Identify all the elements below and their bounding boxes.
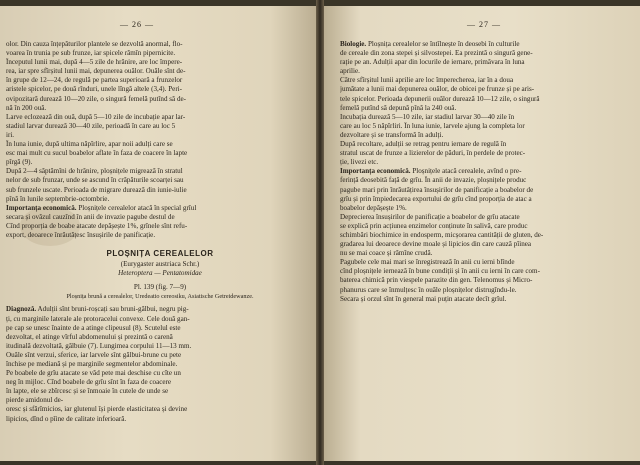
- text-line: Importanța economică. Ploșnițele cerealelor atacă în special grîul: [6, 203, 197, 212]
- text-line: Biologie. Ploșnița cerealelor se întîlnește în deosebi în culturile: [340, 40, 520, 48]
- text-line: în lapte, ele se zbîrcesc și se înmoaie în cutele de unde se: [6, 387, 169, 396]
- text-line: Incubația durează 5—10 zile, iar stadiul larvar 30—40 zile în: [340, 112, 515, 121]
- text-line: export, deoarece înrăutățesc însușirile de panificație.: [6, 230, 156, 239]
- page-number: — 27 —: [467, 20, 501, 29]
- text-line: boabelor depășește 1%.: [340, 203, 407, 212]
- text-line: stadiul larvar durează 30—40 zile, perioadă în care au loc 5: [6, 121, 176, 130]
- text-line: dezvoltare și se transformă în adulți.: [340, 130, 444, 139]
- text-line: se explică prin acțiunea enzimelor conținute în salivă, care produc: [340, 221, 528, 230]
- text-line: iri.: [6, 130, 15, 139]
- text-line: de cereale din zona stepei și silvostepei. Ea prezintă o singură gene-: [340, 49, 533, 58]
- text-line: După recoltare, adulții se retrag pentru iernare de regulă în: [340, 140, 507, 149]
- text-line: baterea chimică prin viespele parazite din gen. Telenomus și Micro-: [340, 276, 533, 285]
- left-paragraph-biology: [6, 40, 314, 204]
- text-line: pîrgă (9).: [6, 158, 33, 167]
- text-line: cînd ploșnițele iernează în bune condiții și în anii cu ierni în care com-: [340, 267, 540, 276]
- text-line: voarea în trunia pe sub frunze, iar spicele rămîn pipernicite.: [6, 49, 176, 58]
- text-line: aristele spicelor, pe două rînduri, unele lîngă altele (3,4). Peri-: [6, 85, 183, 94]
- book-gutter: [316, 0, 324, 465]
- text-line: rea, iar spre sfîrșitul lunii mai, depunerea ouălor. Ouăle sînt de-: [6, 67, 186, 76]
- text-line: Cînd proporția de boabe atacate depășește 1%, grînele sînt refu-: [6, 221, 188, 230]
- text-line: nu se mai coace și rămîne crudă.: [340, 249, 433, 258]
- text-line: dezvoltat, el atinge vîrful abdomenului și prezintă o carenă: [6, 332, 173, 341]
- text-line: tele spicelor. Perioada depunerii ouălor durează 10—12 zile, o singură: [340, 94, 540, 103]
- left-paragraph-diagnosis: [6, 305, 314, 423]
- section-title: PLOȘNIȚA CEREALELOR: [106, 249, 214, 259]
- text-line: rație pe an. Adulții apar din locurile de iernare, primăvara în luna: [340, 58, 525, 67]
- text-line: Secara și orzul sînt în general mai puțin atacate decît grîul.: [340, 294, 507, 303]
- text-line: Diagnoză. Adulții sînt bruni-roșcați sau bruni-gălbui, negru pig-: [6, 305, 189, 314]
- left-paragraph-importance: [6, 204, 314, 240]
- text-line: ți, cu marginile laterale ale protoracelui convexe. Cele două gan-: [6, 314, 190, 323]
- text-line: în grupe de 12—24, de regulă pe partea superioară a frunzelor: [6, 76, 183, 85]
- text-line: Pagubele cele mai mari se înregistrează în anii cu ierni blînde: [340, 258, 515, 267]
- text-line: În luna iunie, după ultima năpîrlire, apar noii adulți care se: [6, 140, 173, 149]
- right-page: [322, 6, 640, 461]
- text-line: olor. Din cauza înțepăturilor plantele se dezvoltă anormal, flo-: [6, 40, 183, 48]
- section-order: Heteroptera — Pentatomidae: [118, 269, 202, 278]
- plate-reference: Pl. 139 (fig. 7—9): [133, 283, 187, 292]
- text-line: pagube mari prin înrăutățirea însușirilor de panificație a boabelor de: [340, 185, 534, 194]
- text-line: itudinală dezvoltată, gălbuie (7). Lungimea corpului 11—13 mm.: [6, 341, 192, 350]
- common-names: Ploșnița brună a cerealelor, Uredeatio cereosiku, Asiatische Getreidewanze.: [66, 293, 254, 301]
- text-line: Începutul lunii mai, după 4—5 zile de hrănire, are loc împere-: [6, 58, 183, 67]
- text-line: ferință deosebită față de grîu. În anii de invazie, ploșnițele produc: [340, 176, 527, 185]
- right-paragraph-importance: [340, 167, 634, 303]
- text-line: lipicios, dînd o pîine de calitate inferioară.: [6, 414, 127, 423]
- right-page-body: [340, 40, 634, 304]
- text-line: Larve eclozează din ouă, după 5—10 zile de incubație apar lar-: [6, 112, 186, 121]
- left-page-body: [6, 40, 314, 424]
- text-line: grîu și prin împiedecarea exportului de grîu cînd proporția de atac a: [340, 194, 532, 203]
- text-line: neg în mijloc. Cînd boabele de grîu sînt în faza de coacere: [6, 378, 172, 387]
- text-line: phanurus care se înmulțesc în ouăle ploșnițelor distrugîndu-le.: [340, 285, 517, 294]
- text-line: pierde amidonul de-: [6, 396, 64, 405]
- text-line: Ouăle sînt verzui, sferice, iar larvele sînt gălbui-brune cu pete: [6, 350, 182, 359]
- text-line: esc mai mult cu sucul boabelor aflate în faza de coacere în lapte: [6, 149, 188, 158]
- text-line: După 2—4 săptămîni de hrănire, ploșnițele migrează în stratul: [6, 167, 183, 176]
- text-line: Importanța economică. Ploșnițele atacă cerealele, avînd o pre-: [340, 167, 522, 176]
- text-line: Către sfîrșitul lunii aprilie are loc împerecherea, iar în a doua: [340, 76, 514, 85]
- text-line: pînă în lunile septembrie-octombrie.: [6, 194, 110, 203]
- text-line: închise pe mediană și pe marginile segmentelor abdominale.: [6, 360, 178, 368]
- text-line: femelă putînd să depună pînă la 240 ouă.: [340, 103, 457, 112]
- right-paragraph-biology: [340, 40, 634, 167]
- text-line: nă în 200 ouă.: [6, 103, 47, 112]
- text-line: oresc și sfărîmicios, iar glutenul își pierde elasticitatea și devine: [6, 405, 188, 414]
- text-line: sub frunzele uscate. Perioada de migrare durează din iunie-iulie: [6, 185, 187, 194]
- text-line: Deprecierea însușirilor de panificație a boabelor de grîu atacate: [340, 212, 520, 221]
- text-line: schimbări biochimice in endosperm, micșorarea cantității de gluten, de-: [340, 230, 544, 239]
- text-line: nelor de sub frunzar, unde se ascund în crăpăturile scoarței sau: [6, 176, 184, 185]
- text-line: jumătate a lunii mai depunerea ouălor, de obicei pe frunze și pe aris-: [340, 85, 535, 94]
- text-line: care au loc 5 năpîrliri. În luna iunie, larvele ajung la completa lor: [340, 121, 525, 130]
- text-line: stratul uscat de frunze a lizierelor de păduri, în perdele de protec-: [340, 149, 526, 158]
- text-line: ție, livezi etc.: [340, 158, 379, 167]
- text-line: aprilie.: [340, 67, 360, 76]
- text-line: Pe boabele de grîu atacate se văd pete mai deschise cu cîte un: [6, 369, 181, 378]
- text-line: ovipozitară durează 10—20 zile, o singură femelă putînd să de-: [6, 94, 187, 103]
- left-page: [0, 6, 318, 461]
- section-species: (Eurygaster austriaca Schr.): [120, 260, 200, 269]
- page-number: — 26 —: [120, 20, 154, 29]
- text-line: gradarea lui deoarece devine moale și lipicios din care cauză pîinea: [340, 240, 532, 249]
- text-line: pe cap se unesc înainte de a atinge clipeusul (8). Scutelul este: [6, 323, 181, 332]
- text-line: secara și ovăzul cauzînd în anii de invazie pagube destul de: [6, 212, 175, 221]
